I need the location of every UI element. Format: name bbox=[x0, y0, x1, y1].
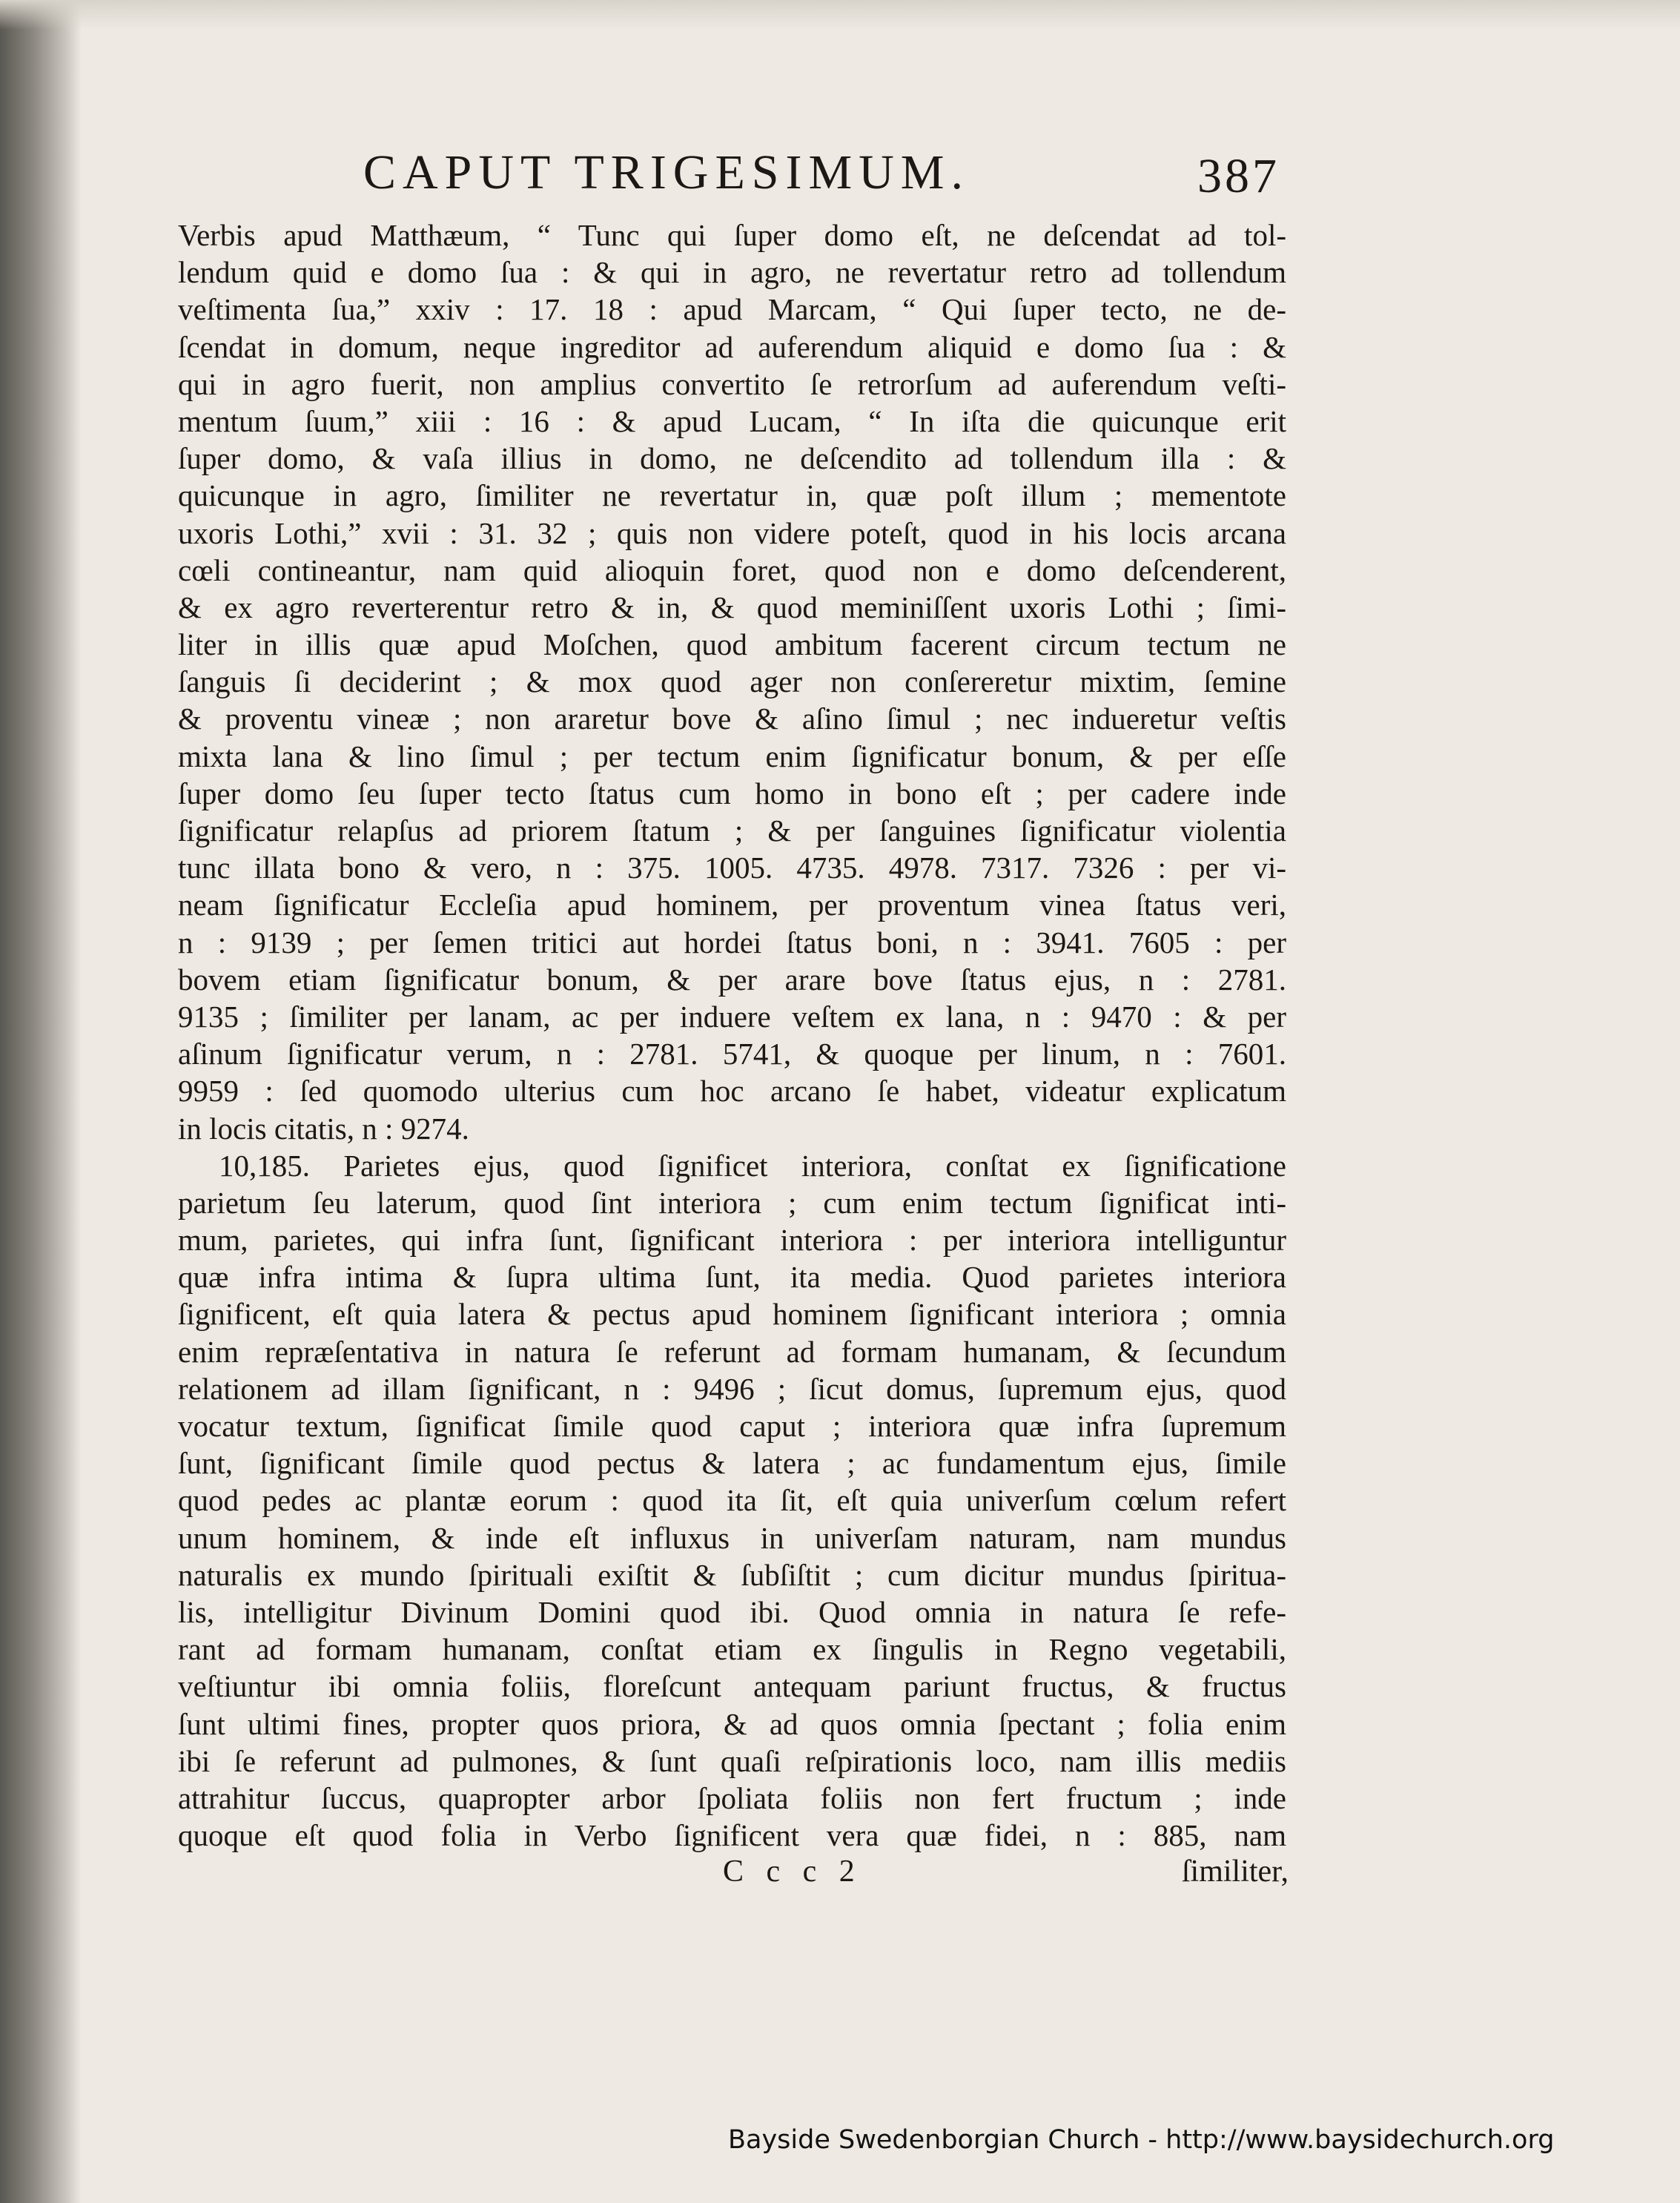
text-line: liter in illis quæ apud Moſchen, quod ambitum facerent circum tectum ne bbox=[178, 627, 1286, 662]
text-line: ſuper domo, & vaſa illius in domo, ne deſcendito ad tollendum illa : & bbox=[178, 441, 1286, 476]
text-line: unum hominem, & inde eſt influxus in univerſam naturam, nam mundus bbox=[178, 1520, 1286, 1555]
text-line: ibi ſe referunt ad pulmones, & ſunt quaſi reſpirationis loco, nam illis mediis bbox=[178, 1743, 1286, 1778]
text-line: vocatur textum, ſignificat ſimile quod caput ; interiora quæ infra ſupremum bbox=[178, 1409, 1286, 1443]
paragraph-start-line: 10,185. Parietes ejus, quod ſignificet interiora, conſtat ex ſignificatione bbox=[219, 1148, 1286, 1183]
text-line: in locis citatis, n : 9274. bbox=[178, 1111, 469, 1146]
page-number: 387 bbox=[1197, 149, 1280, 203]
text-line: & ex agro reverterentur retro & in, & quod meminiſſent uxoris Lothi ; ſimi- bbox=[178, 589, 1286, 624]
text-line: quicunque in agro, ſimiliter ne revertatur in, quæ poſt illum ; mementote bbox=[178, 478, 1286, 513]
text-line: mum, parietes, qui infra ſunt, ſignificant interiora : per interiora intelliguntur bbox=[178, 1223, 1286, 1258]
text-line: uxoris Lothi,” xvii : 31. 32 ; quis non videre poteſt, quod in his locis arcana bbox=[178, 515, 1286, 550]
text-line: cœli contineantur, nam quid alioquin foret, quod non e domo deſcenderent, bbox=[178, 552, 1286, 587]
text-line: mixta lana & lino ſimul ; per tectum enim ſignificatur bonum, & per eſſe bbox=[178, 739, 1286, 773]
text-line: neam ſignificatur Eccleſia apud hominem, per proventum vinea ſtatus veri, bbox=[178, 888, 1286, 922]
text-line: aſinum ſignificatur verum, n : 2781. 5741, & quoque per linum, n : 7601. bbox=[178, 1037, 1286, 1071]
text-line: ſcendat in domum, neque ingreditor ad auferendum aliquid e domo ſua : & bbox=[178, 329, 1286, 364]
text-line: 9959 : ſed quomodo ulterius cum hoc arcano ſe habet, videatur explicatum bbox=[178, 1074, 1286, 1109]
catchword: ſimiliter, bbox=[1181, 1854, 1289, 1889]
text-line: mentum ſuum,” xiii : 16 : & apud Lucam, “ In iſta die quicunque erit bbox=[178, 403, 1286, 438]
text-line: ſignificatur relapſus ad priorem ſtatum ; & per ſanguines ſignificatur violentia bbox=[178, 813, 1286, 848]
text-line: veſtimenta ſua,” xxiv : 17. 18 : apud Marcam, “ Qui ſuper tecto, ne de- bbox=[178, 292, 1286, 327]
running-head-title: CAPUT TRIGESIMUM. bbox=[363, 145, 970, 199]
text-line: ſuper domo ſeu ſuper tecto ſtatus cum homo in bono eſt ; per cadere inde bbox=[178, 776, 1286, 810]
text-line: ſunt ultimi fines, propter quos priora, & ad quos omnia ſpectant ; folia enim bbox=[178, 1706, 1286, 1741]
text-line: quod pedes ac plantæ eorum : quod ita ſit, eſt quia univerſum cœlum refert bbox=[178, 1483, 1286, 1518]
text-line: ſunt, ſignificant ſimile quod pectus & latera ; ac fundamentum ejus, ſimile bbox=[178, 1446, 1286, 1481]
text-line: veſtiuntur ibi omnia foliis, floreſcunt antequam pariunt fructus, & fructus bbox=[178, 1669, 1286, 1704]
text-line: bovem etiam ſignificatur bonum, & per arare bove ſtatus ejus, n : 2781. bbox=[178, 962, 1286, 997]
text-line: & proventu vineæ ; non araretur bove & aſino ſimul ; nec indueretur veſtis bbox=[178, 701, 1286, 736]
text-line: tunc illata bono & vero, n : 375. 1005. 4735. 4978. 7317. 7326 : per vi- bbox=[178, 851, 1286, 885]
body-text bbox=[178, 217, 1286, 1854]
text-line: lendum quid e domo ſua : & qui in agro, ne revertatur retro ad tollendum bbox=[178, 255, 1286, 290]
text-line: lis, intelligitur Divinum Domini quod ibi. Quod omnia in natura ſe refe- bbox=[178, 1594, 1286, 1629]
text-line: rant ad formam humanam, conſtat etiam ex ſingulis in Regno vegetabili, bbox=[178, 1632, 1286, 1667]
text-line: 9135 ; ſimiliter per lanam, ac per induere veſtem ex lana, n : 9470 : & per bbox=[178, 999, 1286, 1034]
book-binding-shadow bbox=[0, 0, 82, 2203]
text-line: n : 9139 ; per ſemen tritici aut hordei ſtatus boni, n : 3941. 7605 : per bbox=[178, 925, 1286, 960]
signature-mark: C c c 2 bbox=[723, 1854, 862, 1889]
watermark-credit: Bayside Swedenborgian Church - http://www.baysidechurch.org bbox=[728, 2125, 1555, 2155]
page-top-edge bbox=[0, 0, 1680, 30]
text-line: quæ infra intima & ſupra ultima ſunt, ita media. Quod parietes interiora bbox=[178, 1260, 1286, 1295]
text-line: ſanguis ſi deciderint ; & mox quod ager non conſereretur mixtim, ſemine bbox=[178, 664, 1286, 699]
text-line: ſignificent, eſt quia latera & pectus apud hominem ſignificant interiora ; omnia bbox=[178, 1297, 1286, 1332]
text-line: relationem ad illam ſignificant, n : 9496 ; ſicut domus, ſupremum ejus, quod bbox=[178, 1371, 1286, 1406]
text-line: Verbis apud Matthæum, “ Tunc qui ſuper domo eſt, ne deſcendat ad tol- bbox=[178, 218, 1286, 252]
text-line: parietum ſeu laterum, quod ſint interiora ; cum enim tectum ſignificat inti- bbox=[178, 1185, 1286, 1220]
text-line: enim repræſentativa in natura ſe referunt ad formam humanam, & ſecundum bbox=[178, 1334, 1286, 1369]
text-line: attrahitur ſuccus, quapropter arbor ſpoliata foliis non fert fructum ; inde bbox=[178, 1780, 1286, 1815]
text-line: naturalis ex mundo ſpirituali exiſtit & ſubſiſtit ; cum dicitur mundus ſpiritua- bbox=[178, 1557, 1286, 1592]
text-line: quoque eſt quod folia in Verbo ſignificent vera quæ fidei, n : 885, nam bbox=[178, 1818, 1286, 1853]
text-line: qui in agro fuerit, non amplius convertito ſe retrorſum ad auferendum veſti- bbox=[178, 366, 1286, 401]
